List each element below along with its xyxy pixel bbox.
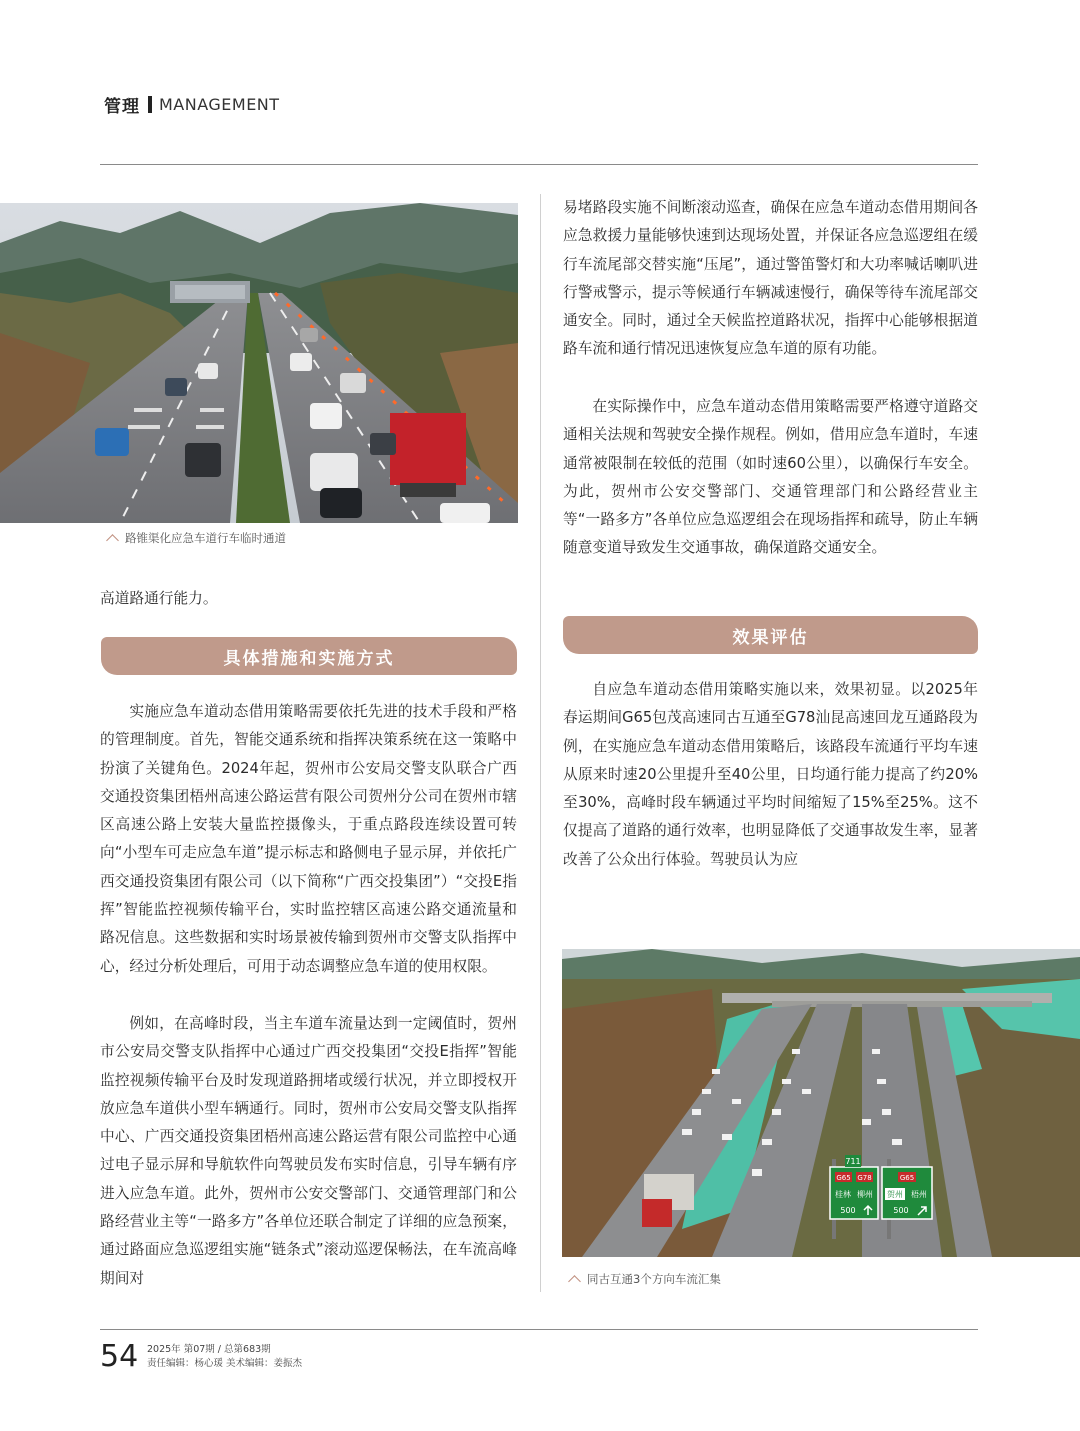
body-paragraph: 例如，在高峰时段，当主车道车流量达到一定阈值时，贺州市公安局交警支队指挥中心通过广西交投集团“交投E指挥”智能监控视频传输平台及时发现道路拥堵或缓行状况，并立即授权开放应急车道供小型车辆通行。同时，贺州市公安局交警支队指挥中心、广西交通投资集团梧州高速公路运营有限公司监控中心通过电子显示屏和导航软件向驾驶员发布实时信息，引导车辆有序进入应急车道。此外，贺州市公安交警部门、交通管理部门和公路经营业主等“一路多方”各单位还联合制定了详细的应急预案，通过路面应急巡逻组实施“链条式”滚动巡逻保畅法，在车流高峰期间对 [100, 1015, 517, 1287]
section-heading-text: 效果评估 [732, 627, 809, 648]
caption-chevron-icon [568, 1275, 581, 1288]
photo-caption-bottom [566, 1271, 721, 1287]
body-paragraph: 实施应急车道动态借用策略需要依托先进的技术手段和严格的管理制度。首先，智能交通系统和指挥决策系统在这一策略中扮演了关键角色。2024年起，贺州市公安局交警支队联合广西交通投资集团梧州高速公路运营有限公司贺州分公司在贺州市辖区高速公路上安装大量监控摄像头，于重点路段连续设置可转向“小型车可走应急车道”提示标志和路侧电子显示屏，并依托广西交通投资集团有限公司（以下简称“广西交投集团”）“交投E指挥”智能监控视频传输平台，实时监控辖区高速公路交通流量和路况信息。这些数据和实时场景被传输到贺州市交警支队指挥中心，经过分析处理后，可用于动态调整应急车道的使用权限。 [100, 703, 517, 975]
section-title-en: MANAGEMENT [159, 94, 280, 114]
continued-text: 高道路通行能力。 [100, 590, 218, 607]
section-header [104, 92, 280, 116]
photo-caption-top [104, 530, 286, 546]
sign-left-route1: G65 [836, 1174, 851, 1182]
body-paragraph: 易堵路段实施不间断滚动巡查，确保在应急车道动态借用期间各应急救援力量能够快速到达现场处置，并保证各应急巡逻组在缓行车流尾部交替实施“压尾”，通过警笛警灯和大功率喊话喇叭进行警戒警示，提示等候通行车辆减速慢行，确保等待车流尾部交通安全。同时，通过全天候监控道路状况，指挥中心能够根据道路车流和通行情况迅速恢复应急车道的原有功能。 [563, 199, 978, 358]
highway-cones-photo [0, 203, 518, 523]
section-heading-text: 具体措施和实施方式 [223, 648, 395, 669]
caption-text: 同古互通3个方向车流汇集 [587, 1272, 721, 1286]
section-title-cn: 管理 [104, 96, 140, 117]
column-divider [540, 194, 541, 1292]
interchange-photo [562, 949, 1080, 1257]
sign-right-dest2: 梧州 [911, 1190, 927, 1199]
body-paragraph: 在实际操作中，应急车道动态借用策略需要严格遵守道路交通相关法规和驾驶安全操作规程。例如，借用应急车道时，车速通常被限制在较低的范围（如时速60公里），以确保行车安全。为此，贺州市公安交警部门、交通管理部门和公路经营业主等“一路多方”各单位应急巡逻组会在现场指挥和疏导，防止车辆随意变道导致发生交通事故，确保道路交通安全。 [563, 398, 978, 557]
sign-right-distance: 500 [893, 1206, 909, 1215]
body-paragraph: 自应急车道动态借用策略实施以来，效果初显。以2025年春运期间G65包茂高速同古互通至G78汕昆高速回龙互通路段为例，在实施应急车道动态借用策略后，该路段车流通行平均车速从原来时速20公里提升至40公里，日均通行能力提高了约20%至30%，高峰时段车辆通过平均时间缩短了15%至25%。这不仅提高了道路的通行效率，也明显降低了交通事故发生率，显著改善了公众出行体验。驾驶员认为应 [563, 681, 978, 868]
sign-left-distance: 500 [840, 1206, 856, 1215]
sign-small-number: 711 [845, 1157, 861, 1166]
section-heading-measures [101, 637, 517, 675]
sign-left-dest2: 柳州 [857, 1190, 873, 1199]
sign-left-route2: G78 [857, 1174, 872, 1182]
issue-info: 2025年 第07期 / 总第683期 [147, 1344, 271, 1355]
section-heading-evaluation [563, 616, 978, 654]
header-divider-bar [148, 96, 152, 113]
footer-rule [100, 1329, 978, 1330]
caption-text: 路锥渠化应急车道行车临时通道 [125, 531, 286, 545]
sign-right-dest1: 贺州 [887, 1190, 903, 1199]
sign-right-route1: G65 [899, 1174, 915, 1182]
header-rule [100, 164, 978, 165]
sign-left-dest1: 桂林 [835, 1190, 851, 1199]
editor-credits: 责任编辑：杨心瑗 美术编辑：姜振杰 [147, 1358, 303, 1369]
page-number: 54 [100, 1339, 139, 1374]
caption-chevron-icon [106, 534, 119, 547]
